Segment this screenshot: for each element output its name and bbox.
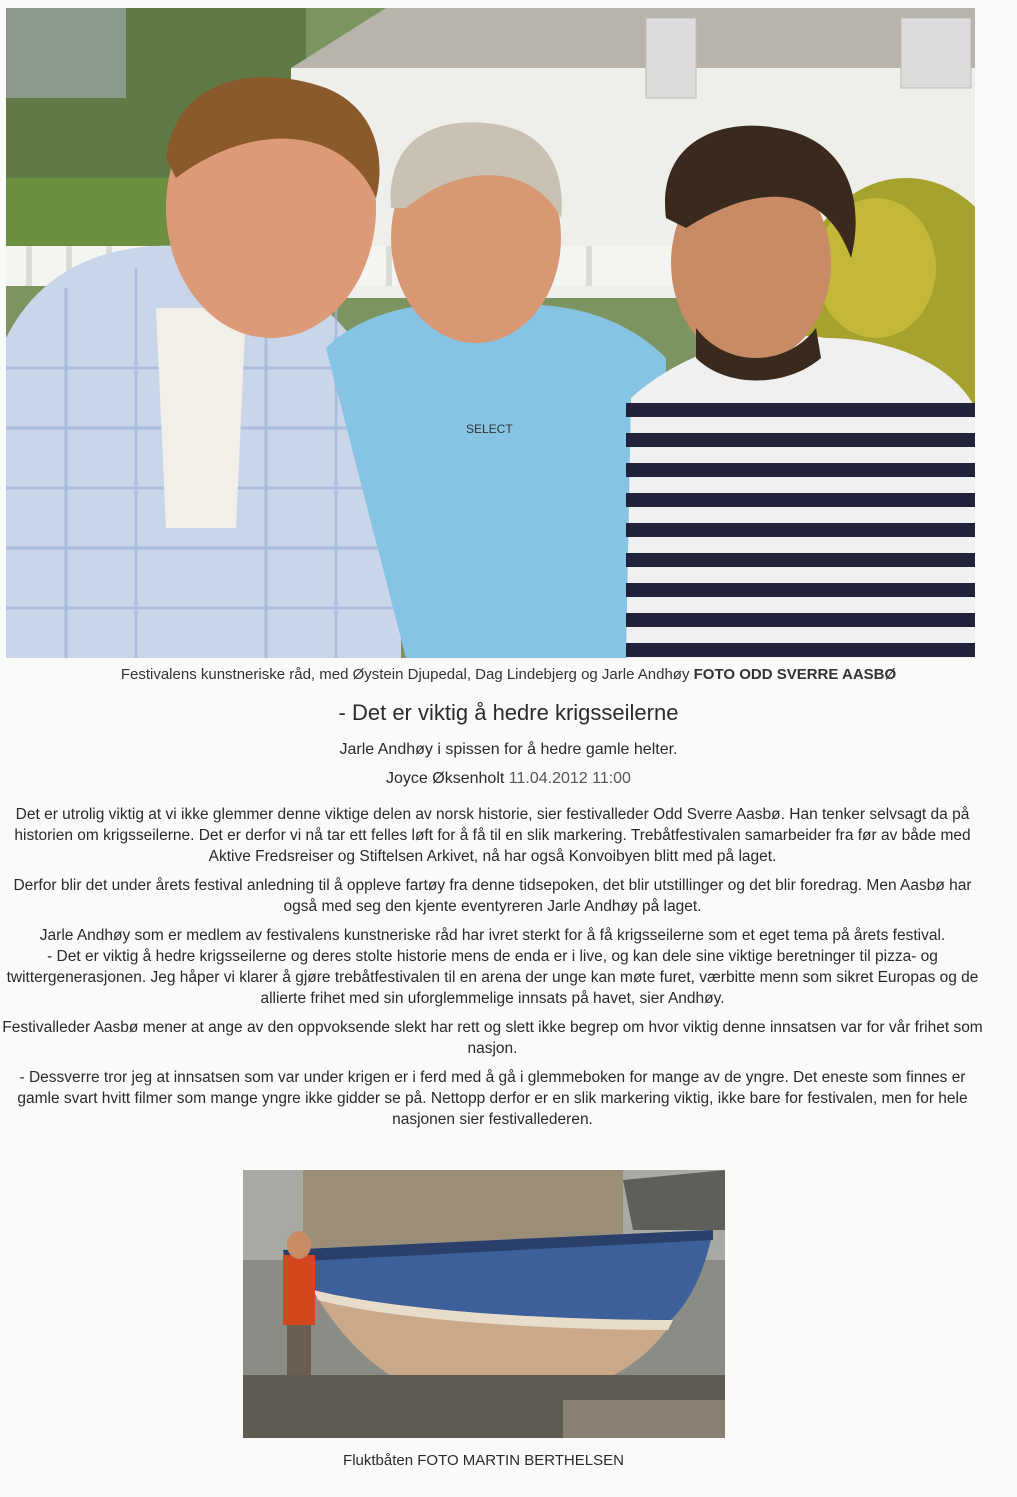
article-body — [0, 804, 985, 1138]
boat-photo — [243, 1170, 725, 1438]
top-photo — [6, 8, 975, 658]
boat-photo-caption: Fluktbåten FOTO MARTIN BERTHELSEN — [343, 1452, 624, 1469]
boat-photo-illustration — [243, 1170, 725, 1438]
article-paragraph: Jarle Andhøy som er medlem av festivalens kunstneriske råd har ivret sterkt for å få krigsseilerne som et eget tema på årets festival. — [39, 927, 946, 944]
article-paragraph: Festivalleder Aasbø mener at ange av den oppvoksende slekt har rett og slett ikke begrep om hvor viktig denne innsatsen var for vår frihet som nasjon. — [2, 1019, 983, 1057]
article-paragraph: - Det er viktig å hedre krigsseilerne og deres stolte historie mens de enda er i live, og kan dele sine viktige beretninger til pizza- og twittergenerasjonen. Jeg håper vi klarer å gjøre trebåtfestivalen til en arena der unge kan møte furet, værbitte menn som sikret Europas og de allierte frihet med sin uforglemmelige innsats på havet, sier Andhøy. — [6, 948, 979, 1007]
shirt-logo: SELECT — [466, 422, 513, 436]
top-photo-caption — [0, 666, 1017, 683]
article-headline: - Det er viktig å hedre krigsseilerne — [338, 700, 679, 725]
top-photo-illustration — [6, 8, 975, 658]
top-caption-credit: FOTO ODD SVERRE AASBØ — [693, 666, 897, 683]
article-paragraph: Derfor blir det under årets festival anledning til å oppleve fartøy fra denne tidsepoken, det blir utstillinger og det blir foredrag. Men Aasbø har også med seg den kjente eventyreren Jarle Andhøy på laget. — [13, 877, 972, 915]
article-byline — [0, 770, 1017, 788]
article-paragraph: Det er utrolig viktig at vi ikke glemmer denne viktige delen av norsk historie, sier festivalleder Odd Sverre Aasbø. Han tenker selvsagt da på historien om krigsseilerne. Det er derfor vi nå tar ett felles løft for å få til en slik markering. Trebåtfestivalen samarbeider fra før av både med Aktive Fredsreiser og Stiftelsen Arkivet, nå har også Konvoibyen blitt med på laget. — [14, 806, 971, 865]
article-author: Joyce Øksenholt — [386, 770, 505, 787]
article-lead: Jarle Andhøy i spissen for å hedre gamle helter. — [339, 741, 678, 758]
article-timestamp: 11.04.2012 11:00 — [508, 770, 631, 787]
article-paragraph: - Dessverre tror jeg at innsatsen som var under krigen er i ferd med å gå i glemmeboken for mange av de yngre. Det eneste som finnes er gamle svart hvitt filmer som mange yngre ikke gidder se på. Nettopp derfor er en slik markering viktig, ikke bare for festivalen, men for hele nasjonen sier festivallederen. — [17, 1069, 968, 1128]
top-caption-text: Festivalens kunstneriske råd, med Øystein Djupedal, Dag Lindebjerg og Jarle Andhøy — [120, 666, 690, 683]
